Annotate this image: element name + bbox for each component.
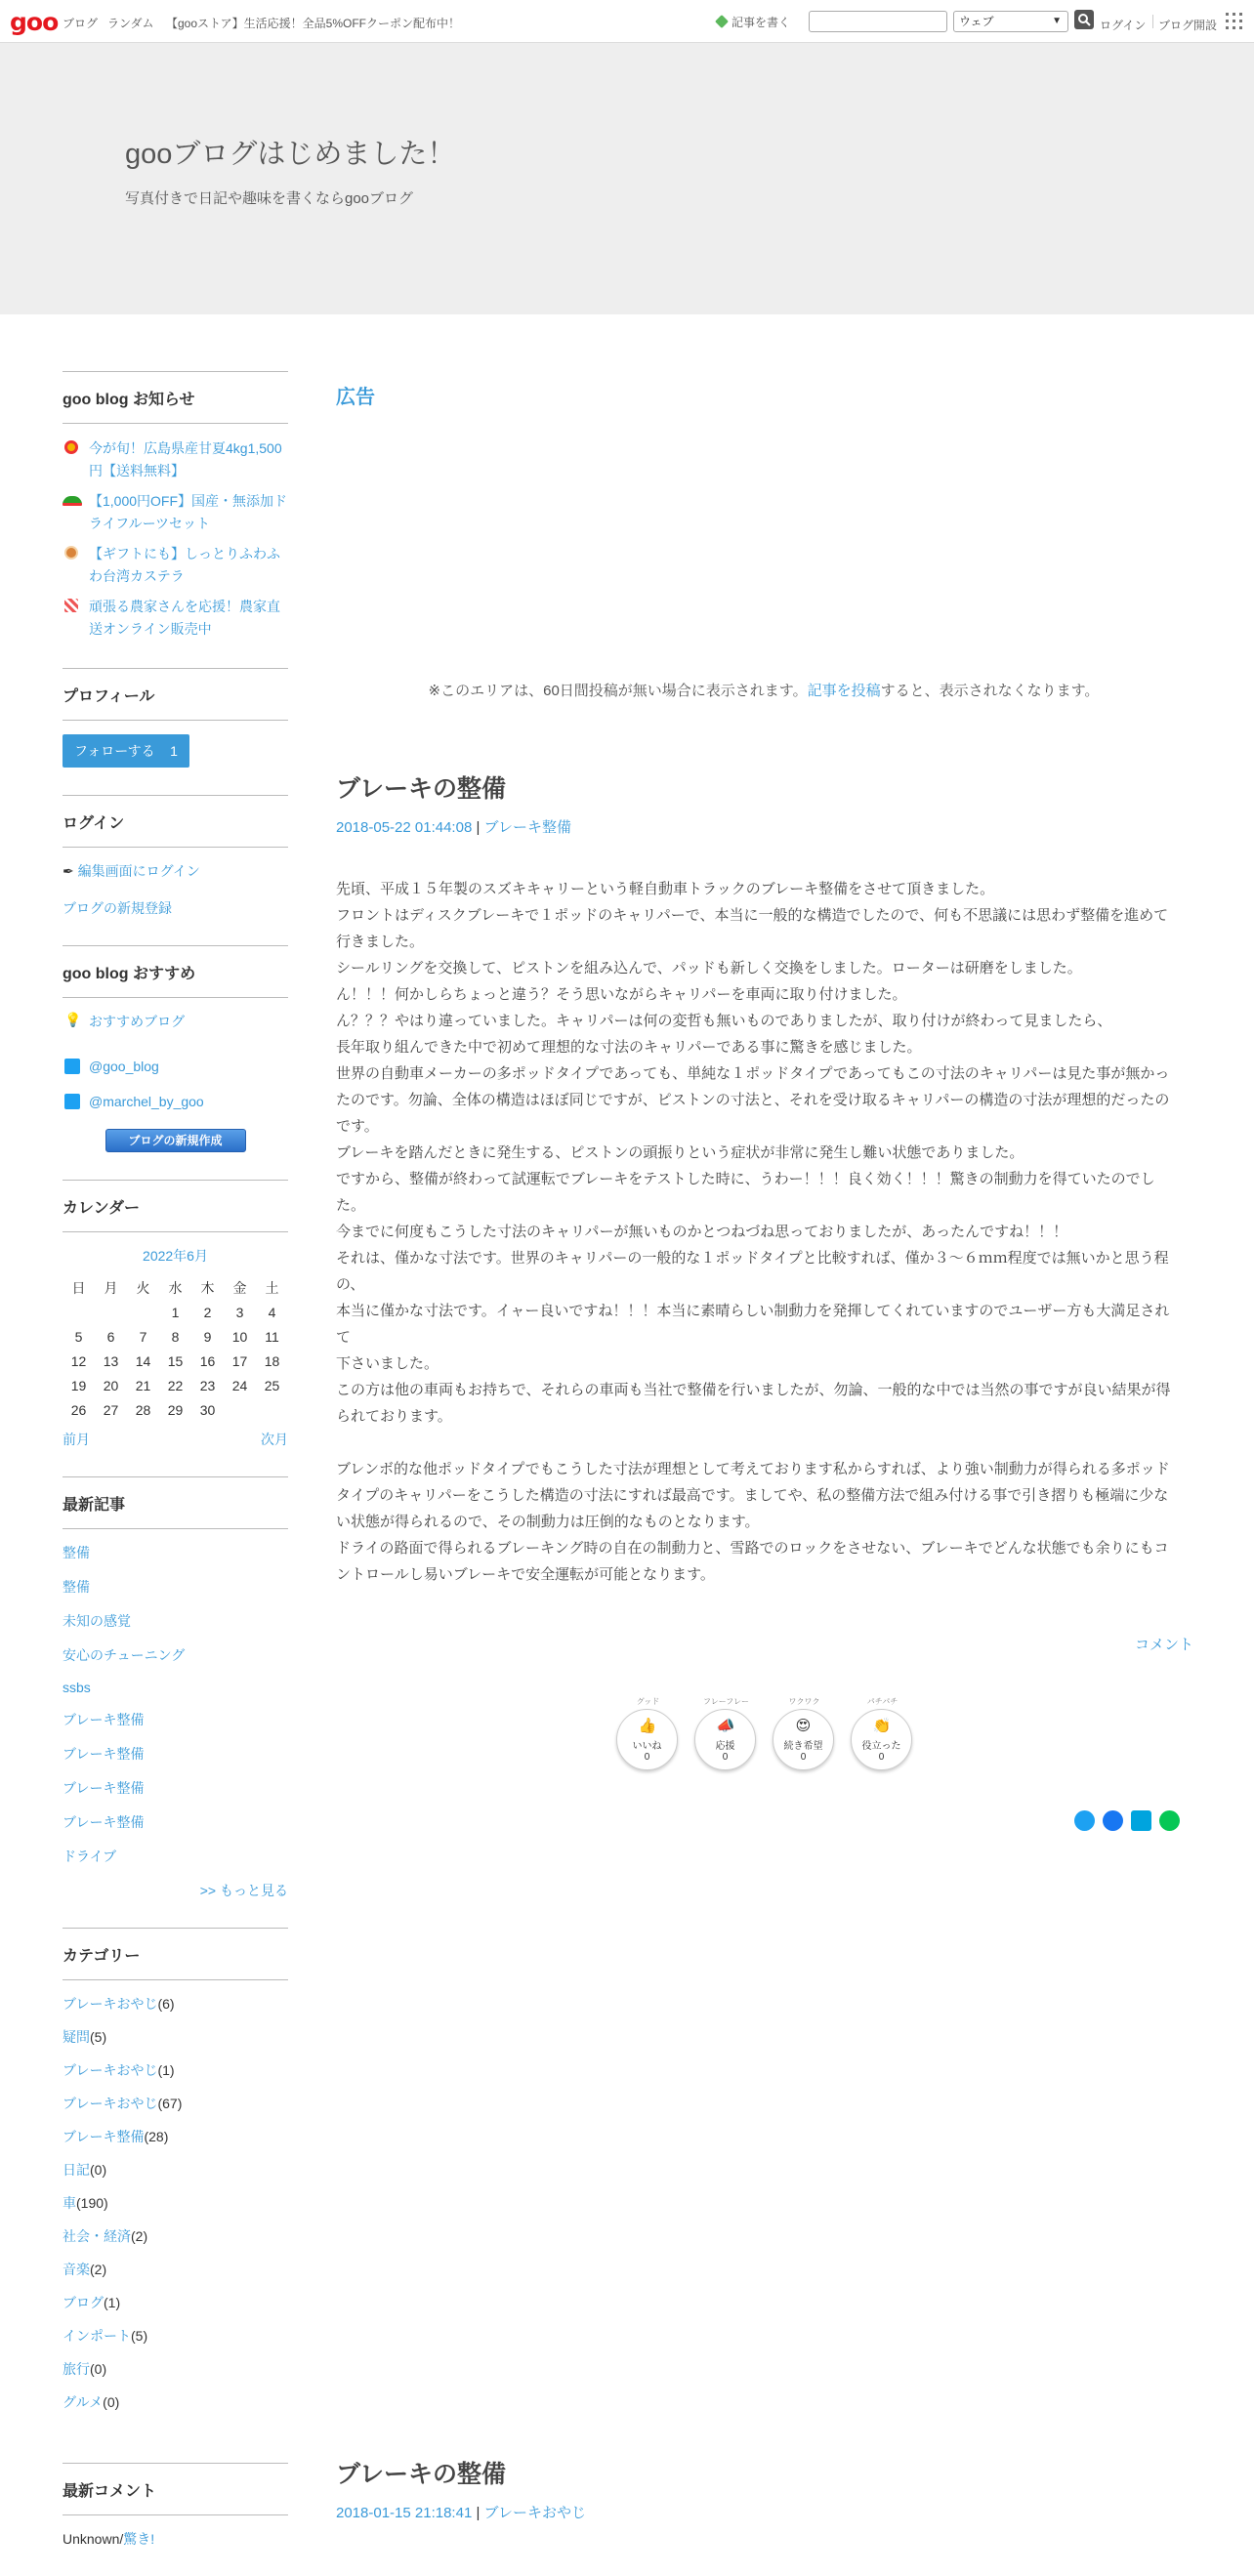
- weekday: 月: [104, 1279, 118, 1296]
- goo-logo[interactable]: goo: [10, 8, 59, 36]
- calendar-day: 22: [167, 1377, 184, 1393]
- entry-meta: 2018-01-15 21:18:41 | ブレーキおやじ: [336, 2505, 586, 2521]
- weekday: 日: [71, 1279, 86, 1296]
- entry-paragraph: フロントはディスクブレーキで１ポッドのキャリパーで、本当に一般的な構造でしたので、何も不思議には思わず整備を進めて行きました。: [336, 907, 1169, 950]
- category-item: 日記(0): [63, 2162, 107, 2178]
- twitter-icon[interactable]: [1074, 1810, 1095, 1831]
- blog-description: 写真付きで日記や趣味を書くならgooブログ: [125, 190, 414, 207]
- facebook-icon[interactable]: [1103, 1810, 1123, 1831]
- pen-icon: ✒: [63, 863, 74, 879]
- line-icon[interactable]: [1159, 1810, 1180, 1831]
- calendar-day: 19: [70, 1377, 87, 1393]
- blog-header: [0, 43, 1254, 314]
- calendar-day: 24: [231, 1377, 248, 1393]
- category-item: 車(190): [63, 2195, 108, 2211]
- recent-entry-link[interactable]: 未知の感覚: [63, 1613, 131, 1629]
- share-buttons: [1074, 1810, 1180, 1831]
- calendar-table: [63, 1275, 288, 1422]
- calendar-day: 12: [70, 1352, 87, 1369]
- recent-entry-link[interactable]: ドライブ: [63, 1849, 117, 1864]
- recent-entry-link[interactable]: ブレーキ整備: [63, 1712, 145, 1727]
- lightbulb-icon: 💡: [64, 1012, 82, 1027]
- edit-login-link[interactable]: ✒ 編集画面にログイン: [63, 863, 200, 879]
- category-link[interactable]: 音楽: [63, 2262, 90, 2277]
- profile-section: [63, 668, 288, 768]
- calendar-day: [256, 1397, 288, 1422]
- calendar-day: 17: [231, 1352, 248, 1369]
- nav-store-promo-link[interactable]: 【gooストア】生活応援！全品5%OFFクーポン配布中！: [166, 17, 461, 30]
- open-blog-link[interactable]: ブログ開設: [1158, 19, 1218, 32]
- recent-entry-link[interactable]: 整備: [63, 1579, 90, 1595]
- calendar-section: [63, 1180, 288, 1449]
- notice-heading: goo blog お知らせ: [63, 371, 288, 424]
- calendar-prev-link[interactable]: 前月: [63, 1432, 90, 1447]
- dog-icon: [64, 546, 78, 560]
- category-item: ブログ(1): [63, 2295, 121, 2310]
- search-scope-value: ウェブ: [959, 15, 994, 28]
- farm-icon: [64, 599, 78, 612]
- calendar-day: 15: [167, 1352, 184, 1369]
- calendar-day: 28: [135, 1401, 151, 1418]
- calendar-day: 14: [135, 1352, 151, 1369]
- entry-paragraph: ん！！！何かしらちょっと違う？そう思いながらキャリパーを車両に取り付けました。: [336, 986, 907, 1003]
- category-item: ブレーキおやじ(1): [63, 2062, 175, 2078]
- reaction-count: 0: [800, 1752, 807, 1763]
- calendar-day: [224, 1397, 256, 1422]
- calendar-day: 6: [106, 1328, 115, 1345]
- category-link[interactable]: 社会・経済: [63, 2228, 131, 2244]
- entry-paragraph: 先頃、平成１５年製のスズキキャリーという軽自動車トラックのブレーキ整備をさせて頂きました。: [336, 881, 995, 897]
- entry-paragraph: ドライの路面で得られるブレーキング時の自在の制動力と、雪路でのロックをさせない、ブレーキでどんな状態でも余りにもコントロールし易いブレーキで安全運転が可能となります。: [336, 1540, 1169, 1583]
- toolbar-divider: [1152, 15, 1153, 28]
- category-item: ブレーキおやじ(67): [63, 2096, 183, 2111]
- entry-paragraph: 本当に僅かな寸法です。イャー良いですね！！！本当に素晴らしい制動力を発揮してくれていますのでユーザー方も大満足されて: [336, 1303, 1170, 1346]
- reaction-cheer-button[interactable]: フレーフレー 📣 応援 0: [694, 1709, 756, 1770]
- comment-author: Unknown/: [63, 2531, 124, 2547]
- recent-heading: 最新記事: [63, 1476, 288, 1529]
- entry-paragraph: ブレンボ的な他ポッドタイプでもこうした寸法が理想として考えております私からすれば、より強い制動力が得られる多ポッドタイプのキャリパーをこうした構造の寸法にすれば最高です。ましてや、私の整備方法で組み付ける事で引き摺りも極端に少ない状態が得られるので、その制動力は圧倒的なものとなります。: [336, 1461, 1170, 1530]
- login-heading: ログイン: [63, 795, 288, 848]
- calendar-day: 10: [231, 1328, 248, 1345]
- thumbs-up-icon: 👍: [638, 1718, 657, 1734]
- entry: [336, 769, 1182, 1588]
- search-button[interactable]: [1074, 10, 1094, 29]
- category-link[interactable]: 日記: [63, 2162, 90, 2178]
- category-link[interactable]: インポート: [63, 2328, 131, 2344]
- reaction-count: 0: [722, 1752, 729, 1763]
- comments-heading: 最新コメント: [63, 2463, 288, 2515]
- entry-title[interactable]: ブレーキの整備: [336, 2461, 507, 2488]
- calendar-day: 7: [139, 1328, 147, 1345]
- entry-date[interactable]: 2018-01-15 21:18:41: [336, 2505, 473, 2521]
- hatena-bookmark-icon[interactable]: [1131, 1810, 1151, 1831]
- entry-meta: 2018-05-22 01:44:08 | ブレーキ整備: [336, 819, 571, 836]
- calendar-day: 23: [199, 1377, 216, 1393]
- calendar-day: 4: [268, 1304, 276, 1320]
- calendar-day: [63, 1300, 95, 1324]
- weekday: 火: [136, 1279, 150, 1296]
- calendar-nav: [63, 1430, 288, 1449]
- reaction-helpful-button[interactable]: パチパチ 👏 役立った 0: [851, 1709, 912, 1770]
- weekday: 木: [200, 1279, 215, 1296]
- post-article-link[interactable]: 記事を投稿: [807, 683, 881, 699]
- category-item: 社会・経済(2): [63, 2228, 148, 2244]
- reaction-buttons: [616, 1697, 912, 1770]
- category-item: ブレーキ整備(28): [63, 2129, 169, 2144]
- recommend-section: [63, 945, 288, 1152]
- create-blog-button[interactable]: ブログの新規作成: [105, 1129, 246, 1152]
- entry-paragraph: それは、僅かな寸法です。世界のキャリパーの一般的な１ポッドタイプと比較すれば、僅か３～６ｍｍ程度では無いかと思う程の、: [336, 1250, 1169, 1293]
- recommend-heading: goo blog おすすめ: [63, 945, 288, 998]
- entry-paragraph: 今までに何度もこうした寸法のキャリパーが無いものかとつねづね思っておりましたが、あったんですね！！！: [336, 1224, 1068, 1240]
- main-content: [336, 371, 1193, 2521]
- category-link[interactable]: ブレーキおやじ: [63, 2062, 158, 2078]
- recent-entry-link[interactable]: 安心のチューニング: [63, 1647, 186, 1663]
- calendar-day: 29: [167, 1401, 184, 1418]
- weekday: 水: [168, 1279, 183, 1296]
- global-toolbar: [0, 0, 1254, 43]
- watermelon-icon: [63, 496, 82, 506]
- calendar-day: 27: [103, 1401, 119, 1418]
- calendar-day: 20: [103, 1377, 119, 1393]
- category-item: 旅行(0): [63, 2361, 107, 2377]
- category-section: [63, 1928, 288, 2412]
- calendar-day: [127, 1300, 159, 1324]
- recent-entry-link[interactable]: ブレーキ整備: [63, 1780, 145, 1796]
- calendar-day: 25: [264, 1377, 280, 1393]
- search-icon: [1077, 13, 1091, 26]
- calendar-day: 26: [70, 1401, 87, 1418]
- follow-count: 1: [170, 743, 178, 759]
- category-link[interactable]: ブログ: [63, 2295, 104, 2310]
- follow-button[interactable]: フォローする 1: [63, 734, 189, 768]
- twitter-icon: [64, 1059, 80, 1074]
- entry-title[interactable]: ブレーキの整備: [336, 775, 507, 803]
- notice-item[interactable]: 【ギフトにも】しっとりふわふわ台湾カステラ: [63, 543, 288, 588]
- comment-item: [63, 2529, 288, 2549]
- calendar-day: 16: [199, 1352, 216, 1369]
- entry-paragraph: ですから、整備が終わって試運転でブレーキをテストした時に、うわー！！！良く効く！！！驚きの制動力を得ていたのでした。: [336, 1171, 1155, 1214]
- notice-item[interactable]: 【1,000円OFF】国産・無添加ドライフルーツセット: [63, 490, 288, 535]
- category-item: インポート(5): [63, 2328, 148, 2344]
- reaction-more-button[interactable]: ワクワク 😍 続き希望 0: [773, 1709, 834, 1770]
- more-entries-link[interactable]: >> もっと見る: [199, 1883, 288, 1898]
- reaction-like-button[interactable]: グッド 👍 いいね 0: [616, 1709, 678, 1770]
- calendar-day: 11: [265, 1328, 279, 1345]
- recent-entry-link[interactable]: ブレーキ整備: [63, 1746, 145, 1762]
- ad-note: ※このエリアは、60日間投稿が無い場合に表示されます。記事を投稿すると、表示されなくなります。: [428, 683, 1100, 699]
- category-item: 疑問(5): [63, 2029, 107, 2045]
- entry-paragraph: シールリングを交換して、ピストンを組み込んで、パッドも新しく交換をしました。ローターは研磨をしました。: [336, 960, 1082, 976]
- apps-grid-icon[interactable]: [1226, 13, 1243, 30]
- recommend-blog-link[interactable]: 💡 おすすめブログ: [64, 1012, 186, 1029]
- calendar-day: 2: [203, 1304, 212, 1320]
- calendar-day: 18: [264, 1352, 280, 1369]
- weekday: 土: [265, 1279, 279, 1296]
- category-link[interactable]: グルメ: [63, 2394, 104, 2410]
- reaction-count: 0: [644, 1752, 650, 1763]
- profile-heading: プロフィール: [63, 668, 288, 721]
- calendar-day: 3: [235, 1304, 244, 1320]
- category-item: ブレーキおやじ(6): [63, 1996, 175, 2012]
- entry-paragraph: [336, 1430, 1182, 1456]
- entry-paragraph: この方は他の車両もお持ちで、それらの車両も当社で整備を行いましたが、勿論、一般的な中では当然の事ですが良い結果が得られております。: [336, 1382, 1171, 1425]
- calendar-day: 30: [199, 1401, 216, 1418]
- notice-item[interactable]: 今が旬！広島県産甘夏4kg1,500円【送料無料】: [63, 437, 288, 482]
- reaction-count: 0: [878, 1752, 885, 1763]
- recent-entries-section: [63, 1476, 288, 1900]
- entry-paragraph: 下さいました。: [336, 1355, 439, 1372]
- calendar-day: 9: [203, 1328, 212, 1345]
- write-article-label: 記事を書く: [732, 16, 791, 29]
- weekday: 金: [232, 1279, 247, 1296]
- new-register-link[interactable]: ブログの新規登録: [63, 900, 172, 916]
- calendar-day: 5: [74, 1328, 83, 1345]
- category-link[interactable]: ブレーキおやじ: [63, 1996, 158, 2012]
- entry-paragraph: 世界の自動車メーカーの多ポッドタイプであっても、単純な１ポッドタイプであってもこの寸法のキャリパーは見た事が無かったのです。勿論、全体の構造はほぼ同じですが、ピストンの寸法と、それを受け取るキャリパーの構造の寸法が理想的だったのです。: [336, 1065, 1170, 1135]
- chevron-down-icon: ▼: [1052, 16, 1062, 26]
- calendar-month[interactable]: 2022年6月: [143, 1248, 208, 1264]
- recent-comments-section: [63, 2463, 288, 2549]
- category-link[interactable]: 車: [63, 2195, 76, 2211]
- recent-entry-link[interactable]: ssbs: [63, 1680, 91, 1695]
- recent-entry-link[interactable]: 整備: [63, 1545, 90, 1560]
- sidebar: [63, 371, 288, 2576]
- search-scope-select[interactable]: [953, 11, 1068, 32]
- notice-section: [63, 371, 288, 641]
- category-heading: カテゴリー: [63, 1928, 288, 1980]
- recent-entry-link[interactable]: ブレーキ整備: [63, 1814, 145, 1830]
- login-section: [63, 795, 288, 918]
- megaphone-icon: 📣: [716, 1718, 735, 1734]
- entry-paragraph: ブレーキを踏んだときに発生する、ピストンの頭振りという症状が非常に発生し難い状態でありました。: [336, 1144, 1024, 1161]
- clap-icon: 👏: [872, 1718, 892, 1734]
- write-article-link[interactable]: [715, 14, 790, 30]
- entry: [336, 2455, 586, 2522]
- twitter-icon: [64, 1094, 80, 1109]
- entry-paragraph: ん？？？やはり違っていました。キャリパーは何の変哲も無いものでありましたが、取り付けが終わって見ましたら、: [336, 1013, 1112, 1029]
- calendar-day: 1: [171, 1304, 180, 1320]
- calendar-next-link[interactable]: 次月: [261, 1432, 288, 1447]
- calendar-heading: カレンダー: [63, 1180, 288, 1232]
- twitter-marchel-link[interactable]: @marchel_by_goo: [63, 1094, 288, 1109]
- comment-link[interactable]: 驚き!: [123, 2531, 155, 2547]
- entry-body: [336, 876, 1182, 1588]
- search-input[interactable]: [809, 11, 947, 32]
- flower-icon: [64, 440, 78, 454]
- notice-item[interactable]: 頑張る農家さんを応援！農家直送オンライン販売中: [63, 596, 288, 641]
- pen-icon: [715, 15, 729, 28]
- entry-category-link[interactable]: ブレーキおやじ: [483, 2505, 586, 2521]
- calendar-day: 21: [135, 1377, 151, 1393]
- twitter-goo-blog-link[interactable]: @goo_blog: [63, 1059, 288, 1074]
- entry-paragraph: 長年取り組んできた中で初めて理想的な寸法のキャリパーである事に驚きを感じました。: [336, 1039, 922, 1056]
- entry-date[interactable]: 2018-05-22 01:44:08: [336, 819, 473, 836]
- category-link[interactable]: ブレーキ整備: [63, 2129, 145, 2144]
- blog-title[interactable]: gooブログはじめました！: [125, 139, 456, 170]
- category-link[interactable]: 旅行: [63, 2361, 90, 2377]
- comment-link[interactable]: コメント: [1134, 1637, 1193, 1653]
- ad-heading: 広告: [336, 387, 375, 408]
- nav-blog-link[interactable]: ブログ: [63, 17, 99, 30]
- calendar-day: [95, 1300, 127, 1324]
- category-item: 音楽(2): [63, 2262, 107, 2277]
- category-item: グルメ(0): [63, 2394, 120, 2410]
- category-link[interactable]: ブレーキおやじ: [63, 2096, 158, 2111]
- entry-category-link[interactable]: ブレーキ整備: [483, 819, 571, 836]
- calendar-day: 13: [103, 1352, 119, 1369]
- heart-eyes-icon: 😍: [795, 1718, 812, 1734]
- calendar-day: 8: [171, 1328, 180, 1345]
- nav-random-link[interactable]: ランダム: [107, 17, 154, 30]
- category-link[interactable]: 疑問: [63, 2029, 90, 2045]
- login-link[interactable]: ログイン: [1100, 19, 1147, 32]
